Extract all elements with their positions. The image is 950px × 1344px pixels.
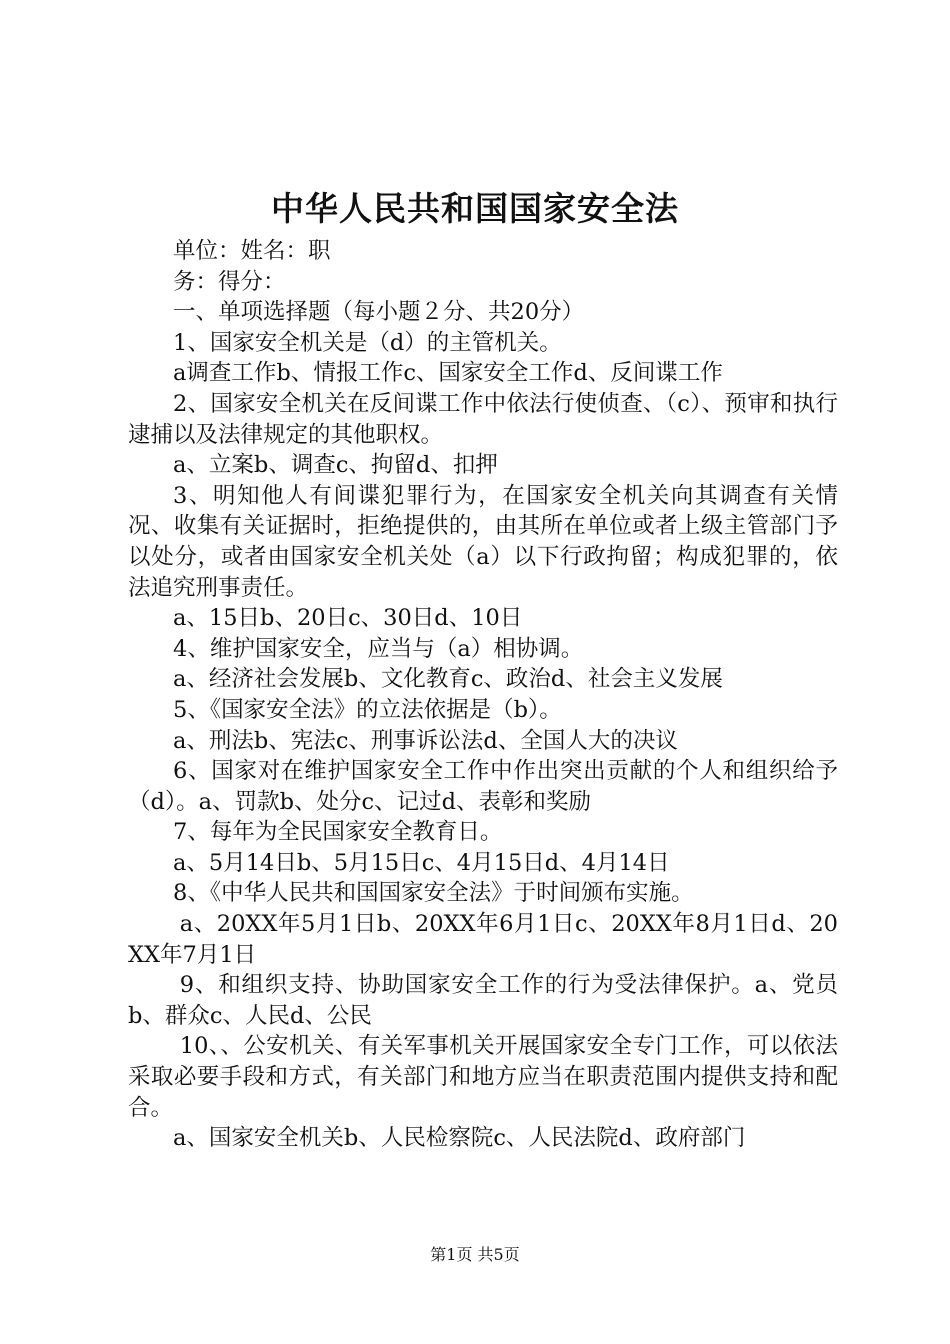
question-2: 2、国家安全机关在反间谍工作中依法行使侦查、（c）、预审和执行逮捕以及法律规定的其他职权。 (128, 390, 838, 448)
question-4-options: a、经济社会发展b、文化教育c、政治d、社会主义发展 (173, 666, 723, 693)
question-3-options: a、15日b、20日c、30日d、10日 (173, 605, 523, 632)
question-10-options: a、国家安全机关b、人民检察院c、人民法院d、政府部门 (173, 1125, 746, 1152)
question-9: 9、和组织支持、协助国家安全工作的行为受法律保护。a、党员b、群众c、人民d、公民 (128, 972, 838, 1029)
question-7: 7、每年为全民国家安全教育日。 (173, 819, 503, 846)
question-6: 6、国家对在维护国家安全工作中作出突出贡献的个人和组织给予（d）。a、罚款b、处分c、记过d、表彰和奖励 (128, 758, 838, 815)
question-8: 8、《中华人民共和国国家安全法》于时间颁布实施。 (173, 880, 694, 907)
question-1-options: a调查工作b、情报工作c、国家安全工作d、反间谍工作 (173, 360, 723, 387)
paragraph-position-score: 务：得分： (173, 268, 286, 295)
question-3: 3、明知他人有间谍犯罪行为，在国家安全机关向其调查有关情况、收集有关证据时，拒绝提供的，由其所在单位或者上级主管部门予以处分，或者由国家安全机关处（a）以下行政拘留；构成犯罪的，依法追究刑事责任。 (128, 482, 838, 601)
question-4: 4、维护国家安全，应当与（a）相协调。 (173, 635, 584, 662)
document-title: 中华人民共和国国家安全法 (271, 189, 679, 228)
question-8-options: a、20XX年5月1日b、20XX年6月1日c、20XX年8月1日d、20XX年7月1日 (128, 911, 838, 968)
document-body (128, 236, 838, 1154)
page-footer: 第1页 共5页 (430, 1245, 520, 1264)
question-10: 10、、公安机关、有关军事机关开展国家安全专门工作，可以依法采取必要手段和方式，有关部门和地方应当在职责范围内提供支持和配合。 (128, 1033, 838, 1121)
question-7-options: a、5月14日b、5月15日c、4月15日d、4月14日 (173, 849, 670, 876)
question-1: 1、国家安全机关是（d）的主管机关。 (173, 329, 562, 356)
question-5: 5、《国家安全法》的立法依据是（b）。 (173, 696, 562, 723)
section-heading: 一、单项选择题（每小题２分、共20分） (173, 299, 585, 326)
paragraph-unit-name: 单位：姓名：职 (173, 238, 331, 264)
question-2-options: a、立案b、调查c、拘留d、扣押 (173, 452, 498, 479)
question-5-options: a、刑法b、宪法c、刑事诉讼法d、全国人大的决议 (173, 727, 678, 754)
